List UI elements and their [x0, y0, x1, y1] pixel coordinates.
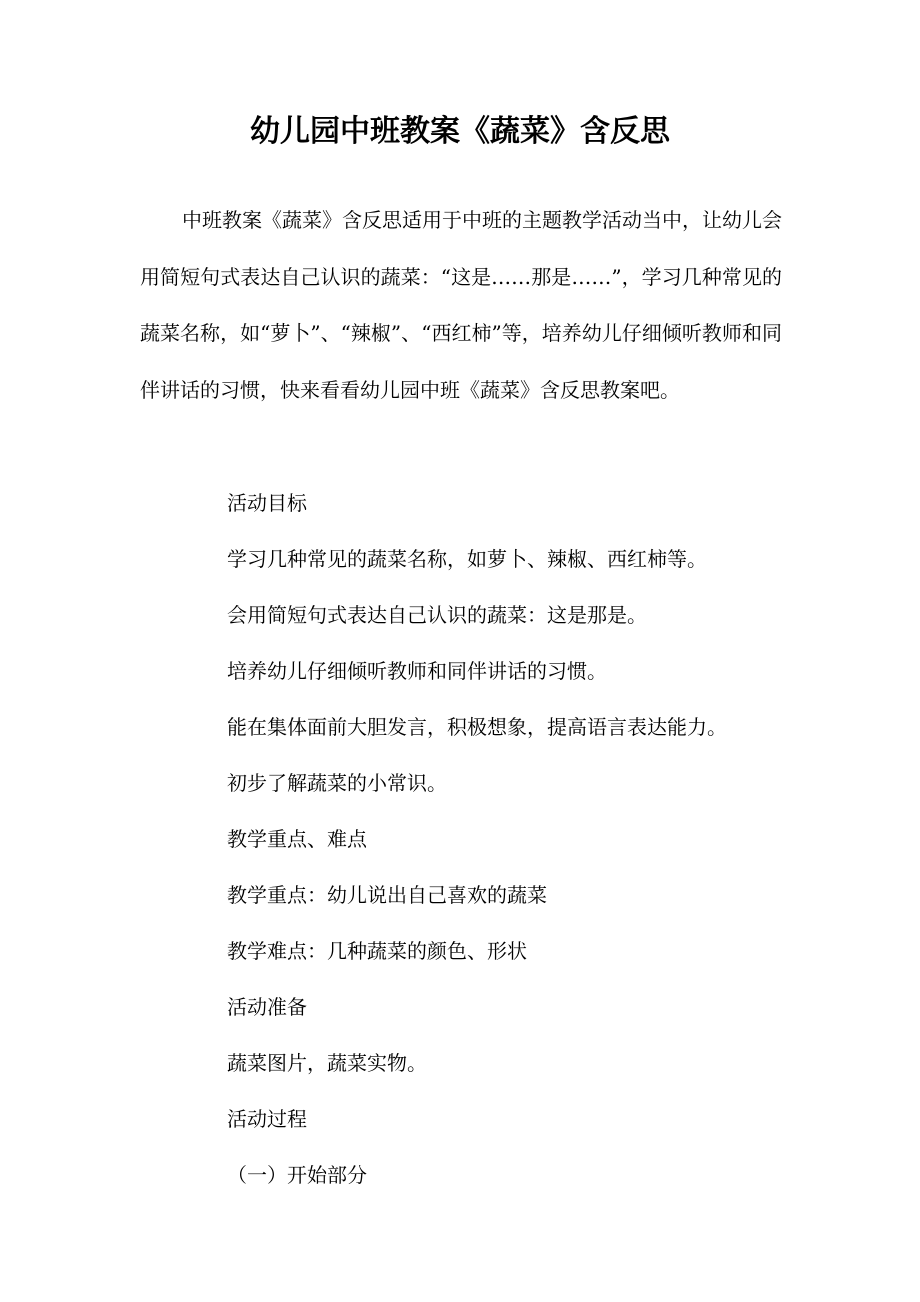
section-heading-activity-goals: 活动目标 [227, 491, 307, 515]
key-point-item: 教学重点：幼儿说出自己喜欢的蔬菜 [227, 883, 547, 907]
preparation-item: 蔬菜图片，蔬菜实物。 [227, 1051, 427, 1075]
goal-item: 培养幼儿仔细倾听教师和同伴讲话的习惯。 [227, 659, 607, 683]
section-heading-key-points: 教学重点、难点 [227, 827, 367, 851]
goal-item: 会用简短句式表达自己认识的蔬菜：这是那是。 [227, 603, 647, 627]
process-subheading: （一）开始部分 [227, 1163, 367, 1187]
section-heading-preparation: 活动准备 [227, 995, 307, 1019]
intro-paragraph: 中班教案《蔬菜》含反思适用于中班的主题教学活动当中，让幼儿会用简短句式表达自己认识的蔬菜：“这是……那是……”，学习几种常见的蔬菜名称，如“萝卜”、“辣椒”、“西红柿”等，培养幼儿仔细倾听教师和同伴讲话的习惯，快来看看幼儿园中班《蔬菜》含反思教案吧。 [140, 208, 782, 402]
goal-item: 能在集体面前大胆发言，积极想象，提高语言表达能力。 [227, 715, 727, 739]
body-lines [227, 475, 827, 1203]
goal-item: 初步了解蔬菜的小常识。 [227, 771, 447, 795]
goal-item: 学习几种常见的蔬菜名称，如萝卜、辣椒、西红柿等。 [227, 547, 707, 571]
document-title: 幼儿园中班教案《蔬菜》含反思 [250, 114, 670, 149]
key-point-item: 教学难点：几种蔬菜的颜色、形状 [227, 939, 527, 963]
section-heading-process: 活动过程 [227, 1107, 307, 1131]
